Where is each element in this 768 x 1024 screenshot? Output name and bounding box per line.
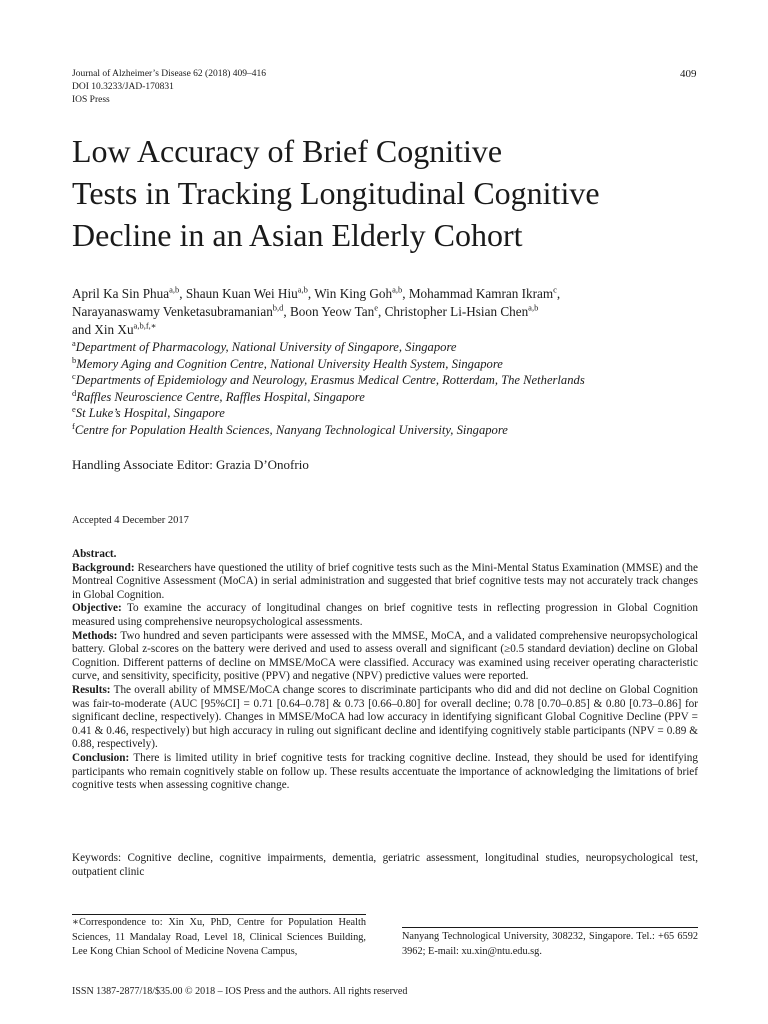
author-line-1: April Ka Sin Phua$^{a,b}$, Shaun Kuan Wei Hiu$^{a,b}$, Win King Goh$^{a,b}$, Mohammad Kamran Ikram$^c$, [72,284,561,301]
author-affil: a,b [169,284,180,295]
issn-line: ISSN 1387-2877/18/$35.00 © 2018 – IOS Press and the authors. All rights reserved [72,986,408,997]
title-line: Decline in an Asian Elderly Cohort [72,217,523,253]
author-line-2: Narayanaswamy Venketasubramanian$^{b,d}$, Boon Yeow Tan$^e$, Christopher Li-Hsian Chen$^{a,b}$ [72,302,539,319]
abstract-heading: Abstract. [72,548,117,560]
author-affil: b,d [272,302,284,313]
abstract-objective: Objective: To examine the accuracy of longitudinal changes on brief cognitive tests in reflecting progression in Global Cognition measured using comprehensive neuropsychological assessments. [72,602,698,628]
abstract-background: Background: Researchers have questioned the utility of brief cognitive tests such as the Mini-Mental Status Examination (MMSE) and the Montreal Cognitive Assessment (MoCA) in serial administration and suggested that brief cognitive tests may not accurately track changes in Global Cognition. [72,561,698,601]
article-title [72,130,712,256]
abstract [72,548,698,793]
author-affil: a,b [528,302,539,313]
author-name: and Xin Xu [72,322,134,337]
keywords: Keywords: Cognitive decline, cognitive impairments, dementia, geriatric assessment, longitudinal studies, neuropsychological test, outpatient clinic [72,852,698,878]
title-line: Tests in Tracking Longitudinal Cognitive [72,175,600,211]
author-affil: c [553,284,557,295]
author-name: April Ka Sin Phua [72,286,170,301]
footnote-rule-left [72,914,366,915]
correspondence-left: ∗Correspondence to: Xin Xu, PhD, Centre for Population Health Sciences, 11 Mandalay Road, Level 18, Clinical Sciences Building, Lee Kong Chian School of Medicine Novena Campus, [72,917,366,957]
journal-header [72,68,266,107]
affiliation: $^b$Memory Aging and Cognition Centre, National University Health System, Singapore [72,354,503,371]
doi: DOI 10.3233/JAD-170831 [72,82,174,92]
journal-citation: Journal of Alzheimer’s Disease 62 (2018) 409–416 [72,69,267,79]
affiliations [72,339,712,438]
author-affil: a,b [392,284,403,295]
correspondence-right: Nanyang Technological University, 308232, Singapore. Tel.: +65 6592 3962; E-mail: xu.xin@ntu.edu.sg. [402,931,698,957]
author-name: Shaun Kuan Wei Hiu [185,286,298,301]
affiliation: $^a$Department of Pharmacology, National University of Singapore, Singapore [72,337,457,354]
abstract-conclusion: Conclusion: There is limited utility in brief cognitive tests for tracking cognitive decline. Instead, they should be used for identifying participants who remain cognitively stable on follow up. These results accentuate the importance of acknowledging the limitations of brief cognitive tests when assessing cognitive change. [72,751,698,792]
author-name: Narayanaswamy Venketasubramanian [72,304,273,319]
abstract-methods: Methods: Two hundred and seven participants were assessed with the MMSE, MoCA, and a validated comprehensive neuropsychological battery. Global z-scores on the battery were derived and used to assess overall and significant (≥0.5 standard deviation) decline on Global Cognition. Different patterns of decline on MMSE/MoCA were classified. Accuracy was examined using receiver operating characteristic curve, and sensitivity, specificity, positive (PPV) and negative (NPV) predictive values were reported. [72,629,698,683]
affiliation: $^d$Raffles Neuroscience Centre, Raffles Hospital, Singapore [72,387,365,404]
handling-editor: Handling Associate Editor: Grazia D’Onofrio [72,457,309,472]
title-line: Low Accuracy of Brief Cognitive [72,133,503,169]
author-line-3 [72,321,712,339]
publisher: IOS Press [72,95,110,105]
author-name: Win King Goh [314,286,393,301]
page-number: 409 [680,68,697,80]
author-affil: a,b [297,284,308,295]
author-list [72,285,712,339]
author-affil: a,b,f,∗ [133,320,157,331]
affiliation: $^c$Departments of Epidemiology and Neurology, Erasmus Medical Centre, Rotterdam, The Netherlands [72,370,585,387]
affiliation: $^f$Centre for Population Health Sciences, Nanyang Technological University, Singapore [72,420,508,437]
author-affil: e [374,302,378,313]
accepted-date: Accepted 4 December 2017 [72,515,189,526]
author-name: Mohammad Kamran Ikram [408,286,554,301]
abstract-results: Results: The overall ability of MMSE/MoCA change scores to discriminate participants who did and did not decline on Global Cognition was fair-to-moderate (AUC [95%CI] = 0.71 [0.64–0.78] & 0.73 [0.66–0.80] for overall decline; 0.78 [0.70–0.85] & 0.80 [0.73–0.86] for significant decline, respectively). Changes in MMSE/MoCA had low accuracy in identifying significant Global Cognitive Decline (PPV = 0.41 & 0.46, respectively) but high accuracy in ruling out significant decline and identifying cognitively stable participants (NPV = 0.89 & 0.88, respectively). [72,683,698,751]
author-name: Boon Yeow Tan [290,304,375,319]
author-name: Christopher Li-Hsian Chen [384,304,529,319]
affiliation: $^e$St Luke’s Hospital, Singapore [72,403,225,420]
footnote-rule-right [402,927,698,928]
